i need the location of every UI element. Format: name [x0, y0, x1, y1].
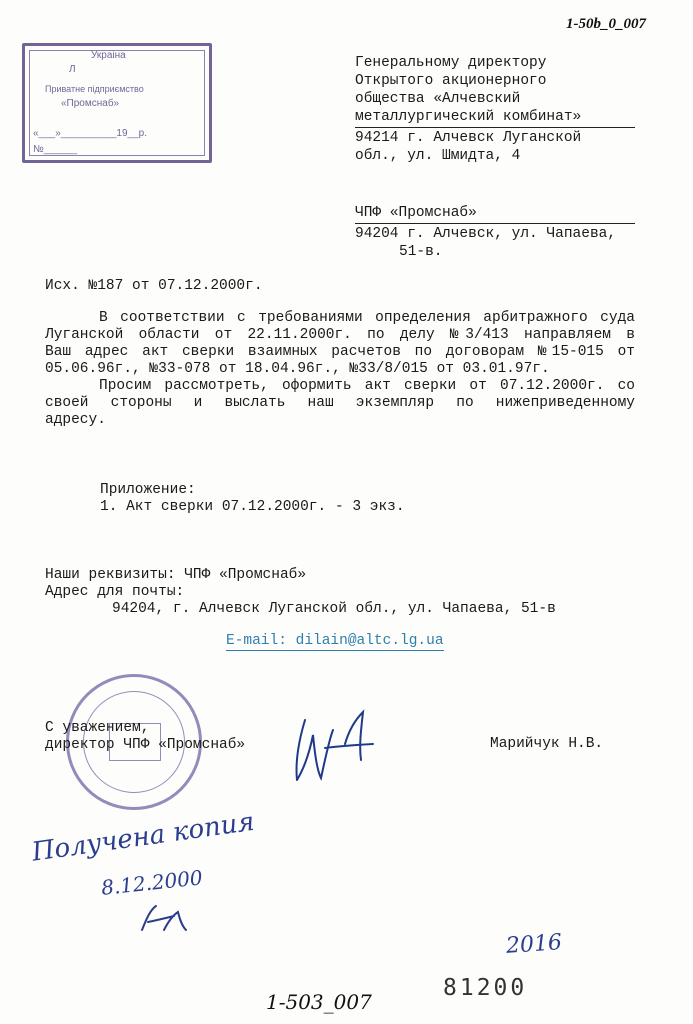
body-line: В соответствии с требованиями определения арбитражного суда: [99, 310, 635, 326]
sender-name: ЧПФ «Промснаб»: [355, 205, 635, 224]
handwritten-date: 8.12.2000: [100, 865, 204, 900]
addressee-line: Открытого акционерного: [355, 73, 547, 89]
stamp-line: «___»__________19__р.: [33, 128, 148, 139]
sender-address: 94204 г. Алчевск, ул. Чапаева,: [355, 226, 617, 242]
attachment-heading: Приложение:: [100, 482, 196, 498]
requisites-line: Наши реквизиты: ЧПФ «Промснаб»: [45, 567, 307, 583]
addressee-address: обл., ул. Шмидта, 4: [355, 148, 521, 164]
addressee-address: 94214 г. Алчевск Луганской: [355, 130, 582, 146]
stamp-line: Приватне пiдприємство: [45, 84, 144, 94]
registration-stamp: [22, 43, 212, 163]
handwritten-initials: [134, 900, 194, 940]
sender-block: [355, 205, 635, 262]
stamp-line: Л: [69, 64, 76, 75]
requisites-address: 94204, г. Алчевск Луганской обл., ул. Чапаева, 51-в: [112, 601, 556, 617]
stamp-line: №______: [33, 144, 78, 155]
attachment-item: 1. Акт сверки 07.12.2000г. - 3 экз.: [100, 499, 405, 515]
document-code: 1-50b_0_007: [566, 16, 646, 32]
body-line: Ваш адрес акт сверки взаимных расчетов по договорам №15-015 от: [45, 344, 635, 360]
body-line: адресу.: [45, 412, 106, 428]
body-line: своей стороны и выслать наш экземпляр по нижеприведенному: [45, 395, 635, 411]
closing-title: директор ЧПФ «Промснаб»: [45, 737, 246, 753]
stamped-number: 81200: [443, 975, 528, 1001]
email-link[interactable]: E-mail: dilain@altc.lg.ua: [226, 633, 444, 649]
addressee-line: общества «Алчевский: [355, 91, 521, 107]
outgoing-reference: Исх. №187 от 07.12.2000г.: [45, 278, 263, 294]
closing-greeting: С уважением,: [45, 720, 150, 736]
stamp-line: Украiна: [91, 50, 126, 61]
body-paragraph-2: [45, 378, 635, 429]
body-line: Просим рассмотреть, оформить акт сверки от 07.12.2000г. со: [99, 378, 635, 394]
handwritten-bottom-code: 1-503_007: [266, 990, 372, 1014]
handwritten-note: Получена копия: [30, 806, 257, 868]
addressee-line: Генеральному директору: [355, 55, 547, 71]
body-paragraph-1: [45, 310, 635, 378]
body-line: 05.06.96г., №33-078 от 18.04.96г., №33/8/015 от 03.01.97г.: [45, 361, 550, 377]
stamp-line: «Промснаб»: [61, 98, 120, 109]
addressee-line: металлургический комбинат»: [355, 109, 635, 128]
signatory-name: Марийчук Н.В.: [490, 736, 604, 752]
requisites-line: Адрес для почты:: [45, 584, 185, 600]
addressee-block: [355, 55, 635, 166]
signature: [285, 700, 395, 790]
sender-address: 51-в.: [399, 244, 443, 260]
handwritten-year: 2016: [505, 930, 563, 959]
body-line: Луганской области от 22.11.2000г. по делу №3/413 направляем в: [45, 327, 635, 343]
